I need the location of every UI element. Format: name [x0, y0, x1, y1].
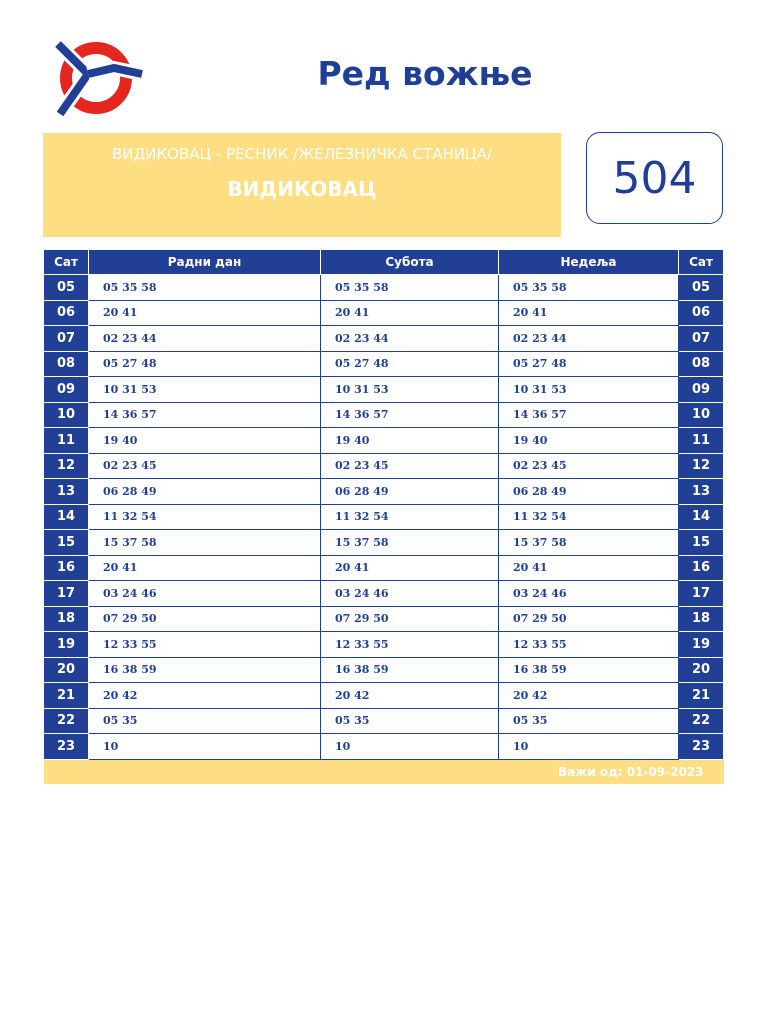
column-header-sunday: Недеља: [499, 250, 679, 275]
weekday-times-cell: 20 42: [89, 683, 321, 709]
timetable: [43, 249, 724, 784]
hour-cell: 07: [44, 326, 89, 352]
saturday-times-cell: 15 37 58: [321, 530, 499, 556]
hour-cell: 14: [679, 504, 724, 530]
sunday-times-cell: 20 41: [499, 555, 679, 581]
weekday-times-cell: 19 40: [89, 428, 321, 454]
route-info-box: [43, 133, 561, 237]
hour-cell: 13: [679, 479, 724, 505]
saturday-times-cell: 20 41: [321, 555, 499, 581]
valid-from-label: Важи од: 01-09-2023: [44, 759, 724, 784]
table-row: [44, 504, 724, 530]
saturday-times-cell: 05 35 58: [321, 275, 499, 301]
table-row: [44, 351, 724, 377]
hour-cell: 16: [679, 555, 724, 581]
table-row: [44, 708, 724, 734]
weekday-times-cell: 20 41: [89, 300, 321, 326]
hour-cell: 09: [679, 377, 724, 403]
footer-row: [44, 759, 724, 784]
weekday-times-cell: 02 23 45: [89, 453, 321, 479]
sunday-times-cell: 10 31 53: [499, 377, 679, 403]
sunday-times-cell: 12 33 55: [499, 632, 679, 658]
sunday-times-cell: 10: [499, 734, 679, 760]
weekday-times-cell: 02 23 44: [89, 326, 321, 352]
sunday-times-cell: 15 37 58: [499, 530, 679, 556]
sunday-times-cell: 03 24 46: [499, 581, 679, 607]
weekday-times-cell: 10 31 53: [89, 377, 321, 403]
transit-logo-icon: [52, 38, 144, 118]
table-row: [44, 581, 724, 607]
table-row: [44, 530, 724, 556]
hour-cell: 05: [679, 275, 724, 301]
hour-cell: 10: [44, 402, 89, 428]
hour-cell: 20: [44, 657, 89, 683]
weekday-times-cell: 06 28 49: [89, 479, 321, 505]
weekday-times-cell: 07 29 50: [89, 606, 321, 632]
table-row: [44, 479, 724, 505]
hour-cell: 21: [679, 683, 724, 709]
weekday-times-cell: 16 38 59: [89, 657, 321, 683]
saturday-times-cell: 10 31 53: [321, 377, 499, 403]
hour-cell: 06: [679, 300, 724, 326]
hour-cell: 09: [44, 377, 89, 403]
table-row: [44, 428, 724, 454]
hour-cell: 08: [679, 351, 724, 377]
saturday-times-cell: 07 29 50: [321, 606, 499, 632]
header-row: [44, 250, 724, 275]
hour-cell: 11: [44, 428, 89, 454]
hour-cell: 06: [44, 300, 89, 326]
hour-cell: 17: [679, 581, 724, 607]
saturday-times-cell: 14 36 57: [321, 402, 499, 428]
hour-cell: 17: [44, 581, 89, 607]
saturday-times-cell: 06 28 49: [321, 479, 499, 505]
table-row: [44, 734, 724, 760]
hour-cell: 19: [679, 632, 724, 658]
saturday-times-cell: 02 23 45: [321, 453, 499, 479]
table-row: [44, 377, 724, 403]
table-row: [44, 632, 724, 658]
column-header-hour-left: Сат: [44, 250, 89, 275]
table-row: [44, 402, 724, 428]
table-row: [44, 555, 724, 581]
weekday-times-cell: 05 35: [89, 708, 321, 734]
hour-cell: 18: [44, 606, 89, 632]
sunday-times-cell: 07 29 50: [499, 606, 679, 632]
sunday-times-cell: 05 35: [499, 708, 679, 734]
weekday-times-cell: 20 41: [89, 555, 321, 581]
weekday-times-cell: 11 32 54: [89, 504, 321, 530]
saturday-times-cell: 16 38 59: [321, 657, 499, 683]
table-row: [44, 453, 724, 479]
saturday-times-cell: 10: [321, 734, 499, 760]
sunday-times-cell: 06 28 49: [499, 479, 679, 505]
saturday-times-cell: 12 33 55: [321, 632, 499, 658]
route-stop-name: ВИДИКОВАЦ: [227, 177, 377, 201]
hour-cell: 11: [679, 428, 724, 454]
sunday-times-cell: 02 23 44: [499, 326, 679, 352]
hour-cell: 22: [679, 708, 724, 734]
hour-cell: 12: [44, 453, 89, 479]
hour-cell: 13: [44, 479, 89, 505]
sunday-times-cell: 20 41: [499, 300, 679, 326]
saturday-times-cell: 05 35: [321, 708, 499, 734]
sunday-times-cell: 20 42: [499, 683, 679, 709]
column-header-hour-right: Сат: [679, 250, 724, 275]
sunday-times-cell: 14 36 57: [499, 402, 679, 428]
hour-cell: 21: [44, 683, 89, 709]
weekday-times-cell: 15 37 58: [89, 530, 321, 556]
hour-cell: 16: [44, 555, 89, 581]
table-row: [44, 657, 724, 683]
table-row: [44, 326, 724, 352]
hour-cell: 12: [679, 453, 724, 479]
table-row: [44, 300, 724, 326]
hour-cell: 20: [679, 657, 724, 683]
column-header-saturday: Субота: [321, 250, 499, 275]
hour-cell: 05: [44, 275, 89, 301]
hour-cell: 10: [679, 402, 724, 428]
hour-cell: 18: [679, 606, 724, 632]
saturday-times-cell: 11 32 54: [321, 504, 499, 530]
hour-cell: 15: [44, 530, 89, 556]
page-title: Ред вожње: [317, 54, 533, 93]
hour-cell: 08: [44, 351, 89, 377]
sunday-times-cell: 16 38 59: [499, 657, 679, 683]
route-line-name: ВИДИКОВАЦ - РЕСНИК /ЖЕЛЕЗНИЧКА СТАНИЦА/: [112, 145, 492, 163]
saturday-times-cell: 02 23 44: [321, 326, 499, 352]
column-header-weekday: Радни дан: [89, 250, 321, 275]
hour-cell: 14: [44, 504, 89, 530]
sunday-times-cell: 05 35 58: [499, 275, 679, 301]
sunday-times-cell: 02 23 45: [499, 453, 679, 479]
sunday-times-cell: 19 40: [499, 428, 679, 454]
saturday-times-cell: 05 27 48: [321, 351, 499, 377]
hour-cell: 23: [44, 734, 89, 760]
hour-cell: 07: [679, 326, 724, 352]
table-row: [44, 606, 724, 632]
hour-cell: 15: [679, 530, 724, 556]
weekday-times-cell: 14 36 57: [89, 402, 321, 428]
weekday-times-cell: 10: [89, 734, 321, 760]
sunday-times-cell: 05 27 48: [499, 351, 679, 377]
saturday-times-cell: 20 41: [321, 300, 499, 326]
weekday-times-cell: 03 24 46: [89, 581, 321, 607]
hour-cell: 23: [679, 734, 724, 760]
weekday-times-cell: 05 35 58: [89, 275, 321, 301]
saturday-times-cell: 03 24 46: [321, 581, 499, 607]
saturday-times-cell: 20 42: [321, 683, 499, 709]
route-number-badge: 504: [586, 132, 723, 224]
hour-cell: 19: [44, 632, 89, 658]
saturday-times-cell: 19 40: [321, 428, 499, 454]
table-row: [44, 275, 724, 301]
table-row: [44, 683, 724, 709]
hour-cell: 22: [44, 708, 89, 734]
sunday-times-cell: 11 32 54: [499, 504, 679, 530]
weekday-times-cell: 05 27 48: [89, 351, 321, 377]
weekday-times-cell: 12 33 55: [89, 632, 321, 658]
